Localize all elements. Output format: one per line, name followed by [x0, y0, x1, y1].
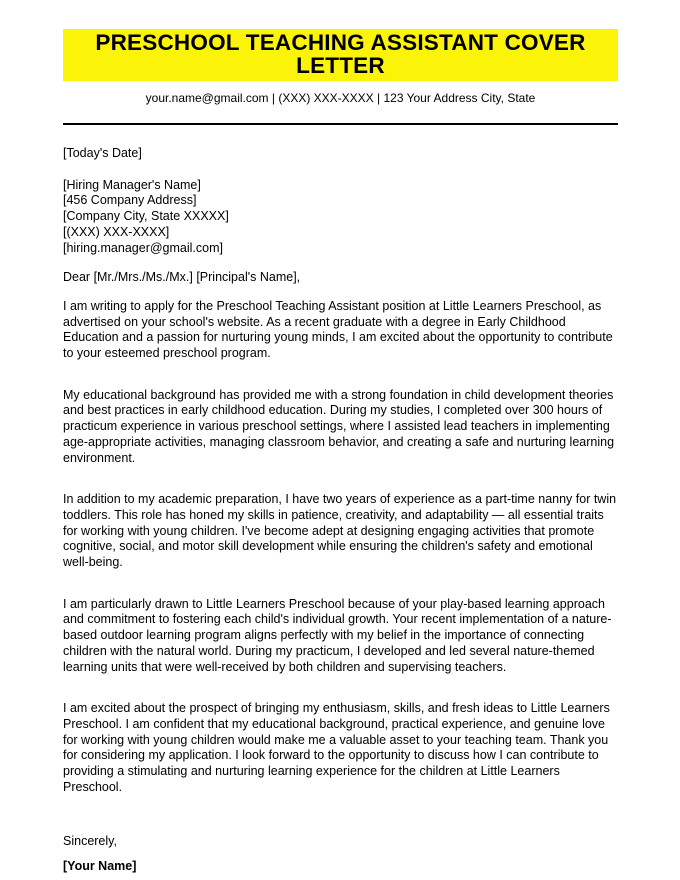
date-placeholder: [Today's Date] — [63, 146, 142, 160]
recipient-line-name: [Hiring Manager's Name] — [63, 177, 201, 192]
recipient-block — [63, 178, 618, 257]
body-paragraph-4: I am particularly drawn to Little Learners Preschool because of your play-based learning approach and commitment to fostering each child's individual growth. Your recent implementation of a nature-based outdoor learning program aligns perfectly with my belief in the importance of connecting children with the natural world. During my practicum, I developed and led several nature-themed learning units that were well-received by both children and supervising teachers. — [63, 596, 612, 674]
document-title-wrap — [63, 29, 618, 81]
recipient-line-phone: [(XXX) XXX-XXXX] — [63, 224, 170, 239]
body-paragraph-2: My educational background has provided me with a strong foundation in child development theories and best practices in early childhood education. During my studies, I completed over 300 hours of practicum experience in various preschool settings, where I assisted lead teachers in implementing age-appropriate activities, managing classroom behavior, and creating a safe and nurturing learning environment. — [63, 387, 615, 465]
recipient-line-email: [hiring.manager@gmail.com] — [63, 240, 223, 255]
closing-block — [63, 834, 618, 875]
recipient-line-address: [456 Company Address] — [63, 193, 197, 208]
salutation: Dear [Mr./Mrs./Ms./Mx.] [Principal's Name], — [63, 270, 301, 285]
header-divider — [63, 123, 618, 125]
body-paragraph-3: In addition to my academic preparation, I have two years of experience as a part-time nanny for twin toddlers. This role has honed my skills in patience, creativity, and adaptability — all essential traits for working with young children. I've become adept at designing engaging activities that promote cognitive, social, and motor skill development while ensuring the children's safety and emotional well-being. — [63, 492, 617, 570]
contact-info-line: your.name@gmail.com | (XXX) XXX-XXXX | 123 Your Address City, State — [145, 91, 536, 105]
closing-valediction: Sincerely, — [63, 833, 117, 848]
body-paragraph-5: I am excited about the prospect of bringing my enthusiasm, skills, and fresh ideas to Little Learners Preschool. I am confident that my educational background, practical experience, and genuine love for working with young children would make me a valuable asset to your teaching team. Thank you for considering my application. I look forward to the opportunity to discuss how I can contribute to providing a stimulating and nurturing learning experience for the children at Little Learners Preschool. — [63, 701, 610, 794]
document-title: PRESCHOOL TEACHING ASSISTANT COVER LETTER — [63, 29, 618, 81]
signature-placeholder: [Your Name] — [63, 859, 137, 874]
letter-body — [63, 146, 618, 875]
body-paragraph-1: I am writing to apply for the Preschool Teaching Assistant position at Little Learners Preschool, as advertised on your school's website. As a recent graduate with a degree in Early Childhood Education and a passion for nurturing young minds, I am excited about the opportunity to contribute to your esteemed preschool program. — [63, 298, 613, 361]
recipient-line-city-state: [Company City, State XXXXX] — [63, 209, 229, 224]
